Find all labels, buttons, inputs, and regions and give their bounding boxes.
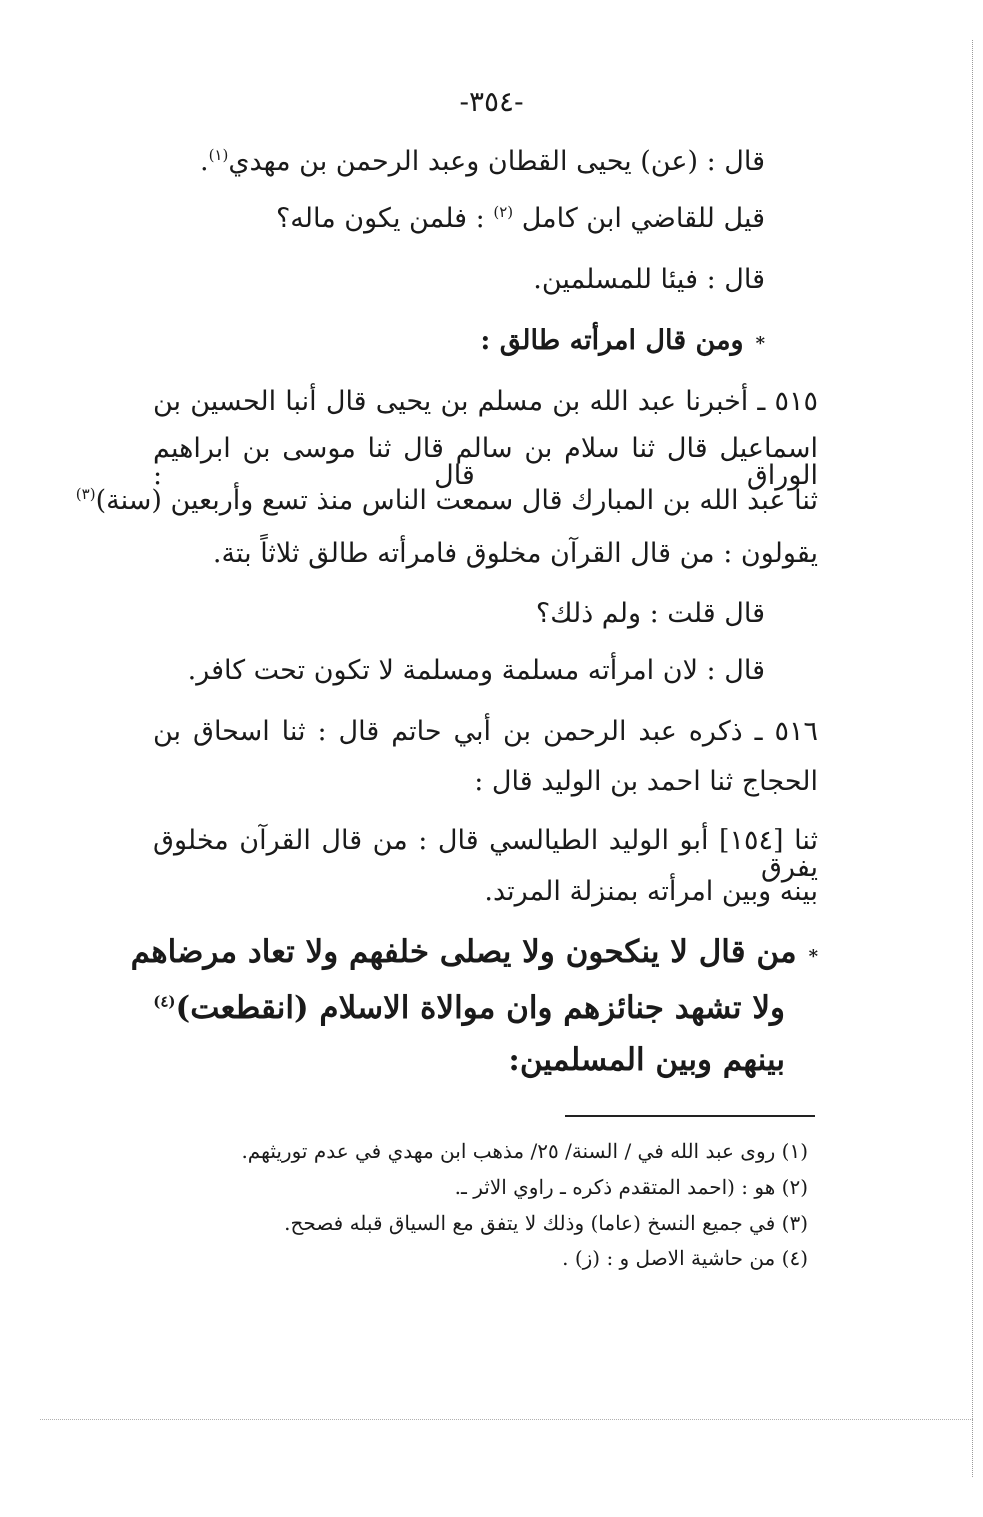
text-line: يقولون : من قال القرآن مخلوق فامرأته طالق ثلاثاً بتة. [212, 538, 818, 569]
bullet-star: * [755, 333, 765, 354]
footnote: (١) روى عبد الله في / السنة/ ٢٥/ مذهب ابن مهدي في عدم توريثهم. [241, 1139, 808, 1163]
text-line: ٥١٥ ـ أخبرنا عبد الله بن مسلم بن يحيى قال أنبا الحسين بن [153, 386, 818, 417]
bullet-star: * [808, 946, 818, 967]
text-line: ثنا [١٥٤] أبو الوليد الطيالسي قال : من قال القرآن مخلوق يفرق [153, 825, 819, 883]
page-edge-bottom [40, 1419, 973, 1420]
text-line: قال قلت : ولم ذلك؟ [535, 598, 765, 629]
section-heading: بينهم وبين المسلمين: [508, 1042, 785, 1078]
section-heading: ولا تشهد جنائزهم وان موالاة الاسلام (انقطعت)$^{(٤)}$ [153, 990, 785, 1026]
footnote-ref: (١) [208, 146, 229, 164]
text-line: اسماعيل قال ثنا سلام بن سالم قال ثنا موسى بن ابراهيم الوراق قال : [153, 433, 818, 491]
footnote-separator [565, 1115, 815, 1117]
text-line: الحجاج ثنا احمد بن الوليد قال : [474, 766, 818, 797]
section-heading: *ومن قال امرأته طالق : [480, 325, 765, 356]
footnote-ref: (٢) [493, 203, 514, 221]
text-line: قال : (عن) يحيى القطان وعبد الرحمن بن مهدي$^{(١)}$. [199, 146, 765, 177]
footnote-ref: (٣) [75, 485, 96, 503]
footnote-ref: (٤) [153, 992, 176, 1011]
footnote: (٢) هو : (احمد المتقدم ذكره ـ راوي الاثر ـ. [454, 1175, 808, 1199]
text-line: ثنا عبد الله بن المبارك قال سمعت الناس منذ تسع وأربعين (سنة)$^{(٣)}$ [75, 485, 818, 516]
page-number: -٣٥٤- [459, 85, 524, 118]
page-edge-right [972, 40, 973, 1477]
text-line: بينه وبين امرأته بمنزلة المرتد. [484, 876, 818, 907]
footnote: (٣) في جميع النسخ (عاما) وذلك لا يتفق مع السياق قبله فصحح. [284, 1211, 808, 1235]
text-line: قال : لان امرأته مسلمة ومسلمة لا تكون تحت كافر. [187, 655, 765, 686]
footnote: (٤) من حاشية الاصل و : (ز) . [562, 1246, 808, 1270]
section-heading: *من قال لا ينكحون ولا يصلى خلفهم ولا تعاد مرضاهم [130, 934, 818, 970]
text-line: قال : فيئا للمسلمين. [533, 264, 765, 295]
text-line: ٥١٦ ـ ذكره عبد الرحمن بن أبي حاتم قال : ثنا اسحاق بن [153, 716, 818, 747]
text-line: قيل للقاضي ابن كامل $^{(٢)}$ : فلمن يكون ماله؟ [275, 203, 765, 234]
